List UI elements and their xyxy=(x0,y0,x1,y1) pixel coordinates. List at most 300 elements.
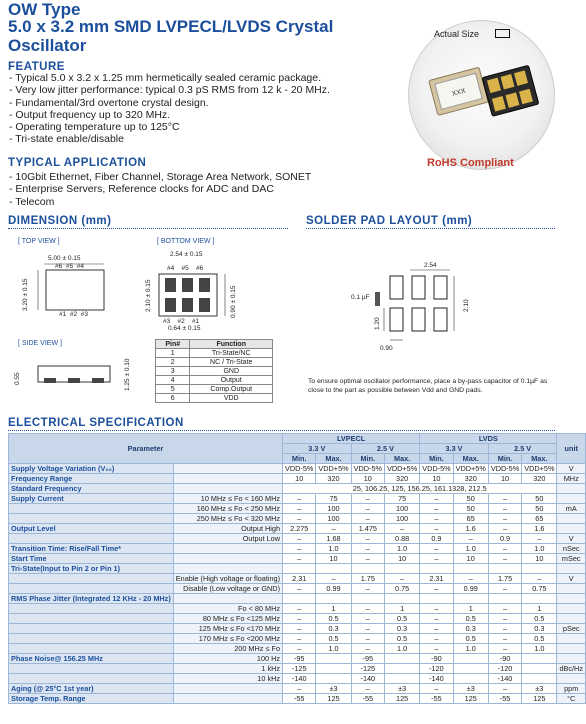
solder-pitch-dim: 2.54 xyxy=(424,262,437,269)
value-cell: VDD+5% xyxy=(316,464,351,474)
feature-item: - Operating temperature up to 125°C xyxy=(9,121,180,134)
value-cell: – xyxy=(488,614,521,624)
value-cell: 10 xyxy=(453,554,488,564)
value-cell: -55 xyxy=(420,694,453,704)
table-row: 6 VDD xyxy=(156,394,273,403)
value-cell: – xyxy=(351,604,384,614)
value-cell: 10 xyxy=(420,474,453,484)
value-cell: -90 xyxy=(488,654,521,664)
value-cell: 320 xyxy=(453,474,488,484)
value-cell xyxy=(385,664,420,674)
unit-cell xyxy=(557,644,586,654)
table-row xyxy=(9,514,586,524)
value-cell xyxy=(522,664,557,674)
value-cell: – xyxy=(351,514,384,524)
electrical-heading: ELECTRICAL SPECIFICATION xyxy=(8,417,184,429)
table-row xyxy=(9,684,586,694)
condition-cell: 100 Hz xyxy=(173,654,282,664)
value-cell xyxy=(420,564,453,574)
unit-cell xyxy=(557,514,586,524)
value-cell: 2.31 xyxy=(420,574,453,584)
table-row xyxy=(9,534,586,544)
unit-cell: dBc/Hz xyxy=(557,664,586,674)
value-cell: – xyxy=(488,504,521,514)
condition-cell: Fo < 80 MHz xyxy=(173,604,282,614)
condition-cell: 10 kHz xyxy=(173,674,282,684)
value-cell: 1.68 xyxy=(316,534,351,544)
table-row xyxy=(9,594,586,604)
table-row: 2 NC / Tri-State xyxy=(156,358,273,367)
min-header: Min. xyxy=(488,454,521,464)
solder-height-dim: 2.10 xyxy=(463,299,470,312)
value-cell xyxy=(488,564,521,574)
value-cell: -125 xyxy=(351,664,384,674)
value-cell: 1.0 xyxy=(453,644,488,654)
value-cell: 2.31 xyxy=(283,574,316,584)
value-cell: – xyxy=(351,534,384,544)
value-cell: – xyxy=(488,684,521,694)
value-cell xyxy=(522,654,557,664)
side-view-label: [ SIDE VIEW ] xyxy=(18,340,62,347)
value-cell xyxy=(488,594,521,604)
param-cell: Supply Current xyxy=(9,494,174,504)
value-cell xyxy=(351,594,384,604)
value-cell: 1 xyxy=(453,604,488,614)
value-cell: 100 xyxy=(316,514,351,524)
value-cell: – xyxy=(420,494,453,504)
table-row xyxy=(9,604,586,614)
value-cell: 0.75 xyxy=(522,584,557,594)
table-row xyxy=(9,644,586,654)
param-cell: Storage Temp. Range xyxy=(9,694,174,704)
condition-cell: Disable (Low voltage or GND) xyxy=(173,584,282,594)
value-cell xyxy=(453,664,488,674)
pin-function-table xyxy=(155,339,273,403)
value-cell: – xyxy=(420,624,453,634)
value-cell: 75 xyxy=(316,494,351,504)
value-cell: – xyxy=(420,604,453,614)
value-cell: 75 xyxy=(385,494,420,504)
top-height-dim: 3.20 ± 0.15 xyxy=(22,278,29,311)
value-cell: 65 xyxy=(522,514,557,524)
value-cell: – xyxy=(283,544,316,554)
value-cell: – xyxy=(351,624,384,634)
table-row xyxy=(9,544,586,554)
unit-cell xyxy=(557,484,586,494)
value-cell: – xyxy=(283,494,316,504)
value-cell: 1.0 xyxy=(316,644,351,654)
unit-cell: V xyxy=(557,574,586,584)
crystal-package-image xyxy=(425,53,540,133)
condition-cell: Output Low xyxy=(173,534,282,544)
lvds-header: LVDS xyxy=(420,434,557,444)
value-cell xyxy=(522,594,557,604)
value-cell: 1.0 xyxy=(522,644,557,654)
value-cell: -90 xyxy=(420,654,453,664)
page-title: 5.0 x 3.2 mm SMD LVPECL/LVDS Crystal Oscillator xyxy=(8,17,334,55)
table-row xyxy=(9,574,586,584)
condition-cell: 170 MHz ≤ Fo <200 MHz xyxy=(173,634,282,644)
unit-header: unit xyxy=(557,434,586,464)
table-row xyxy=(9,524,586,534)
value-cell: 10 xyxy=(283,474,316,484)
condition-cell xyxy=(173,484,282,494)
value-cell: – xyxy=(453,574,488,584)
value-cell: – xyxy=(283,584,316,594)
value-cell: 125 xyxy=(316,694,351,704)
value-cell: 10 xyxy=(385,554,420,564)
unit-cell: pSec xyxy=(557,624,586,634)
value-cell xyxy=(385,674,420,684)
param-cell: Frequency Range xyxy=(9,474,174,484)
param-cell: Tri-State(Input to Pin 2 or Pin 1) xyxy=(9,564,174,574)
solder-pad-width-dim: 0.90 xyxy=(380,345,393,352)
value-cell: 0.5 xyxy=(453,634,488,644)
value-cell: 0.5 xyxy=(385,634,420,644)
value-cell: – xyxy=(420,514,453,524)
table-row xyxy=(9,634,586,644)
value-cell: – xyxy=(283,644,316,654)
application-heading: TYPICAL APPLICATION xyxy=(8,157,147,169)
voltage-header: 3.3 V xyxy=(420,444,489,454)
condition-cell: 250 MHz ≤ Fo < 320 MHz xyxy=(173,514,282,524)
value-cell: -95 xyxy=(283,654,316,664)
value-cell: – xyxy=(385,524,420,534)
application-item: - Enterprise Servers, Reference clocks for ADC and DAC xyxy=(9,183,274,196)
table-row: 1 Tri-State/NC xyxy=(156,349,273,358)
value-cell: 10 xyxy=(488,474,521,484)
top-width-dim: 5.00 ± 0.15 xyxy=(48,255,81,262)
value-cell xyxy=(316,594,351,604)
value-cell: – xyxy=(420,554,453,564)
feature-item: - Tri-state enable/disable xyxy=(9,133,124,146)
table-row xyxy=(9,674,586,684)
value-cell: VDD+5% xyxy=(385,464,420,474)
voltage-header: 3.3 V xyxy=(283,444,352,454)
side-view-drawing xyxy=(20,360,130,390)
param-cell xyxy=(9,674,174,684)
value-cell: – xyxy=(283,554,316,564)
actual-size-label: Actual Size xyxy=(434,29,480,39)
dimension-heading: DIMENSION (mm) xyxy=(8,215,112,227)
value-cell: VDD+5% xyxy=(453,464,488,474)
value-cell: 0.5 xyxy=(453,614,488,624)
value-cell: – xyxy=(522,534,557,544)
condition-cell: 160 MHz ≤ Fo < 250 MHz xyxy=(173,504,282,514)
min-header: Min. xyxy=(283,454,316,464)
top-view-label: [ TOP VIEW ] xyxy=(18,238,60,245)
application-list xyxy=(9,171,311,208)
value-cell: – xyxy=(420,644,453,654)
value-cell: 0.9 xyxy=(420,534,453,544)
value-cell: – xyxy=(453,534,488,544)
table-row xyxy=(9,654,586,664)
condition-cell: 125 MHz ≤ Fo <170 MHz xyxy=(173,624,282,634)
application-item: - Telecom xyxy=(9,195,55,208)
param-header: Parameter xyxy=(9,434,283,464)
param-cell: Supply Voltage Variation (V₀₀) xyxy=(9,464,174,474)
value-cell: 50 xyxy=(522,494,557,504)
condition-cell xyxy=(173,684,282,694)
value-cell: 50 xyxy=(453,494,488,504)
unit-cell: mSec xyxy=(557,554,586,564)
value-cell: – xyxy=(283,684,316,694)
max-header: Max. xyxy=(316,454,351,464)
value-cell: 125 xyxy=(453,694,488,704)
value-cell: ±3 xyxy=(385,684,420,694)
value-cell: VDD-5% xyxy=(283,464,316,474)
max-header: Max. xyxy=(522,454,557,464)
value-cell: 320 xyxy=(522,474,557,484)
actual-size-box xyxy=(495,29,510,38)
value-cell xyxy=(385,564,420,574)
value-cell: – xyxy=(488,524,521,534)
value-cell: – xyxy=(316,574,351,584)
value-cell: ±3 xyxy=(453,684,488,694)
param-cell: Transition Time: Rise/Fall Time* xyxy=(9,544,174,554)
value-cell: 0.5 xyxy=(522,614,557,624)
value-cell xyxy=(453,594,488,604)
value-cell: VDD+5% xyxy=(522,464,557,474)
solder-heading: SOLDER PAD LAYOUT (mm) xyxy=(306,215,473,227)
table-row xyxy=(9,464,586,474)
value-cell: 0.5 xyxy=(385,614,420,624)
solder-pad-drawing xyxy=(360,268,500,350)
table-row: 4 Output xyxy=(156,376,273,385)
value-cell: – xyxy=(522,574,557,584)
value-cell: 0.3 xyxy=(316,624,351,634)
value-cell: – xyxy=(351,554,384,564)
voltage-header: 2.5 V xyxy=(488,444,557,454)
bottom-pins-upper: #4 #5 #6 xyxy=(167,265,204,272)
unit-cell xyxy=(557,584,586,594)
bottom-pins-lower: #3 #2 #1 xyxy=(163,318,200,325)
value-cell: 1.0 xyxy=(385,644,420,654)
unit-cell: nSec xyxy=(557,544,586,554)
unit-cell: mA xyxy=(557,504,586,514)
value-cell: 0.5 xyxy=(316,634,351,644)
value-cell xyxy=(385,654,420,664)
param-cell xyxy=(9,614,174,624)
param-cell: Aging (@ 25°C 1st year) xyxy=(9,684,174,694)
bottom-pitch-dim: 2.54 ± 0.15 xyxy=(170,251,203,258)
condition-cell xyxy=(173,564,282,574)
value-cell: – xyxy=(420,684,453,694)
value-cell xyxy=(316,664,351,674)
condition-cell xyxy=(173,694,282,704)
param-cell xyxy=(9,504,174,514)
unit-cell: MHz xyxy=(557,474,586,484)
table-row xyxy=(9,484,586,494)
value-cell: – xyxy=(488,544,521,554)
value-cell: – xyxy=(488,514,521,524)
table-row xyxy=(9,624,586,634)
solder-note: To ensure optimal oscillator performance, place a by-pass capacitor of 0.1µF as close to the part as possible between Vdd and GND pads. xyxy=(308,378,548,394)
value-cell: 1.6 xyxy=(522,524,557,534)
value-cell: 125 xyxy=(522,694,557,704)
param-cell: RMS Phase Jitter (Integrated 12 KHz - 20 MHz) xyxy=(9,594,174,604)
table-row xyxy=(9,694,586,704)
value-cell: 1.475 xyxy=(351,524,384,534)
param-cell: Phase Noise@ 156.25 MHz xyxy=(9,654,174,664)
table-row xyxy=(9,504,586,514)
unit-cell xyxy=(557,524,586,534)
value-cell xyxy=(522,564,557,574)
value-cell: – xyxy=(351,634,384,644)
value-cell: 0.3 xyxy=(522,624,557,634)
value-cell: 50 xyxy=(453,504,488,514)
value-cell: – xyxy=(488,644,521,654)
value-cell: 320 xyxy=(316,474,351,484)
value-cell: – xyxy=(351,644,384,654)
value-cell: 0.5 xyxy=(522,634,557,644)
value-cell xyxy=(385,594,420,604)
value-cell xyxy=(283,564,316,574)
value-cell: – xyxy=(283,614,316,624)
value-cell: 125 xyxy=(385,694,420,704)
value-cell: 25, 106.25, 125, 156.25, 161.1328, 212.5 xyxy=(283,484,557,494)
value-cell: VDD-5% xyxy=(351,464,384,474)
product-photo-badge xyxy=(408,20,555,170)
value-cell: – xyxy=(283,624,316,634)
value-cell: -140 xyxy=(283,674,316,684)
pin-header: Pin# xyxy=(156,340,190,349)
value-cell: – xyxy=(283,514,316,524)
condition-cell: Enable (High voltage or floating) xyxy=(173,574,282,584)
value-cell: 2.275 xyxy=(283,524,316,534)
condition-cell xyxy=(173,474,282,484)
condition-cell: 80 MHz ≤ Fo <125 MHz xyxy=(173,614,282,624)
value-cell: -125 xyxy=(283,664,316,674)
value-cell: 100 xyxy=(385,504,420,514)
value-cell: 1.6 xyxy=(453,524,488,534)
value-cell: – xyxy=(351,494,384,504)
min-header: Min. xyxy=(420,454,453,464)
value-cell: 1.0 xyxy=(385,544,420,554)
unit-cell: °C xyxy=(557,694,586,704)
param-cell xyxy=(9,624,174,634)
value-cell: – xyxy=(488,604,521,614)
bottom-height-dim: 2.10 ± 0.15 xyxy=(145,279,152,312)
table-row: 3 GND xyxy=(156,367,273,376)
bottom-view-label: [ BOTTOM VIEW ] xyxy=(157,238,215,245)
value-cell xyxy=(453,564,488,574)
value-cell: VDD-5% xyxy=(488,464,521,474)
value-cell xyxy=(316,564,351,574)
value-cell xyxy=(420,594,453,604)
product-type: OW Type xyxy=(8,0,81,19)
condition-cell: 1 kHz xyxy=(173,664,282,674)
value-cell: – xyxy=(488,554,521,564)
min-header: Min. xyxy=(351,454,384,464)
value-cell: – xyxy=(420,504,453,514)
value-cell: 1.75 xyxy=(488,574,521,584)
value-cell: 10 xyxy=(522,554,557,564)
function-header: Function xyxy=(190,340,273,349)
value-cell: – xyxy=(488,634,521,644)
value-cell: ±3 xyxy=(316,684,351,694)
condition-cell xyxy=(173,594,282,604)
value-cell xyxy=(316,654,351,664)
value-cell xyxy=(351,564,384,574)
value-cell: – xyxy=(488,584,521,594)
condition-cell xyxy=(173,554,282,564)
value-cell xyxy=(316,674,351,684)
value-cell: – xyxy=(283,604,316,614)
value-cell: – xyxy=(283,504,316,514)
value-cell: 0.5 xyxy=(316,614,351,624)
solder-pad-height-dim: 1.20 xyxy=(374,317,381,330)
value-cell: 0.3 xyxy=(453,624,488,634)
value-cell: -140 xyxy=(351,674,384,684)
value-cell: 320 xyxy=(385,474,420,484)
param-cell xyxy=(9,634,174,644)
value-cell: -120 xyxy=(420,664,453,674)
voltage-header: 2.5 V xyxy=(351,444,420,454)
param-cell xyxy=(9,584,174,594)
rohs-compliant-label: RoHS Compliant xyxy=(427,157,514,169)
value-cell: 100 xyxy=(316,504,351,514)
value-cell: -55 xyxy=(351,694,384,704)
value-cell: – xyxy=(488,494,521,504)
value-cell: 50 xyxy=(522,504,557,514)
condition-cell xyxy=(173,464,282,474)
capacitor-label: 0.1 µF xyxy=(351,294,370,301)
table-row xyxy=(9,494,586,504)
table-row xyxy=(9,554,586,564)
value-cell: 1.75 xyxy=(351,574,384,584)
param-cell xyxy=(9,604,174,614)
top-pins-upper: #6 #5 #4 xyxy=(55,263,84,270)
param-cell xyxy=(9,664,174,674)
value-cell: 0.3 xyxy=(385,624,420,634)
value-cell: – xyxy=(488,624,521,634)
unit-cell: V xyxy=(557,534,586,544)
unit-cell xyxy=(557,674,586,684)
bottom-view-drawing xyxy=(153,272,238,322)
value-cell xyxy=(522,674,557,684)
value-cell: 0.88 xyxy=(385,534,420,544)
value-cell: – xyxy=(351,544,384,554)
value-cell xyxy=(453,654,488,664)
table-row xyxy=(9,664,586,674)
value-cell: -55 xyxy=(283,694,316,704)
table-row xyxy=(9,474,586,484)
param-cell: Output Level xyxy=(9,524,174,534)
feature-item: - Output frequency up to 320 MHz. xyxy=(9,108,171,121)
table-row xyxy=(9,584,586,594)
value-cell: – xyxy=(420,634,453,644)
value-cell: 10 xyxy=(351,474,384,484)
table-row: 5 Comp.Output xyxy=(156,385,273,394)
value-cell: – xyxy=(351,584,384,594)
bottom-pad-dim: 0.90 ± 0.15 xyxy=(230,285,237,318)
value-cell: – xyxy=(283,634,316,644)
unit-cell: ppm xyxy=(557,684,586,694)
value-cell: 1 xyxy=(385,604,420,614)
value-cell: – xyxy=(385,574,420,584)
unit-cell: V xyxy=(557,464,586,474)
unit-cell xyxy=(557,614,586,624)
lvpecl-header: LVPECL xyxy=(283,434,420,444)
param-cell xyxy=(9,534,174,544)
max-header: Max. xyxy=(385,454,420,464)
condition-cell: 200 MHz ≤ Fo xyxy=(173,644,282,654)
value-cell: – xyxy=(420,544,453,554)
value-cell xyxy=(283,594,316,604)
value-cell: – xyxy=(351,684,384,694)
unit-cell xyxy=(557,494,586,504)
